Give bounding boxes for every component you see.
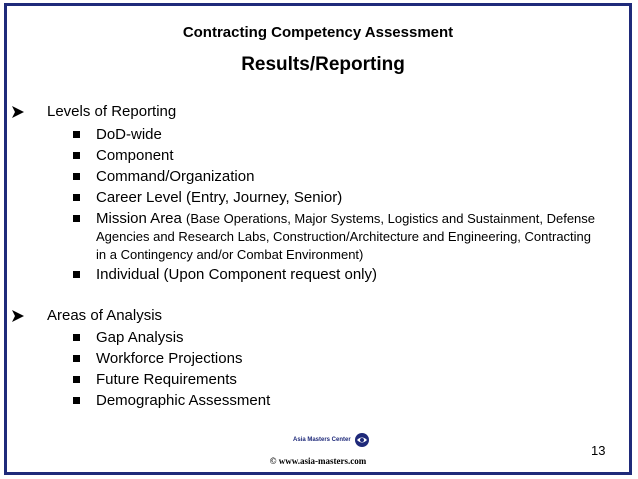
square-bullet-icon [73,173,80,180]
list-item: DoD-wide [73,126,596,144]
square-bullet-icon [73,194,80,201]
section-heading-levels [11,103,176,120]
mission-area-detail: (Base Operations, Major Systems, Logistics and Sustainment, Defense Agencies and Research Labs, Construction/Architecture and Engineering, Contracting in a Contingency and/or Combat Environment) [96,211,596,262]
slide-frame [4,3,632,475]
list-item: Individual (Upon Component request only) [73,266,596,284]
arrow-bullet-icon [11,105,25,119]
square-bullet-icon [73,131,80,138]
list-item: Component [73,147,596,165]
logo [293,432,370,448]
logo-text: Asia Masters Center [293,436,351,443]
mission-area-label: Mission Area [96,210,182,227]
list-item: Career Level (Entry, Journey, Senior) [73,189,596,207]
list-item: Future Requirements [73,371,596,389]
section-heading-label: Areas of Analysis [47,307,163,324]
list-item: Command/Organization [73,168,596,186]
globe-logo-icon [354,432,370,448]
square-bullet-icon [73,334,80,341]
square-bullet-icon [73,397,80,404]
list-item: Gap Analysis [73,329,596,347]
section-heading-label: Levels of Reporting [47,103,177,120]
square-bullet-icon [73,215,80,222]
list-item [73,210,596,264]
copyright: © www.asia-masters.com [269,456,367,466]
slide-title: Contracting Competency Assessment [182,24,454,41]
slide-subtitle: Results/Reporting [241,54,405,75]
section-heading-analysis [11,307,162,324]
square-bullet-icon [73,376,80,383]
list-item: Demographic Assessment [73,392,596,410]
square-bullet-icon [73,271,80,278]
list-item: Workforce Projections [73,350,596,368]
arrow-bullet-icon [11,309,25,323]
square-bullet-icon [73,152,80,159]
square-bullet-icon [73,355,80,362]
page-number: 13 [591,443,606,458]
